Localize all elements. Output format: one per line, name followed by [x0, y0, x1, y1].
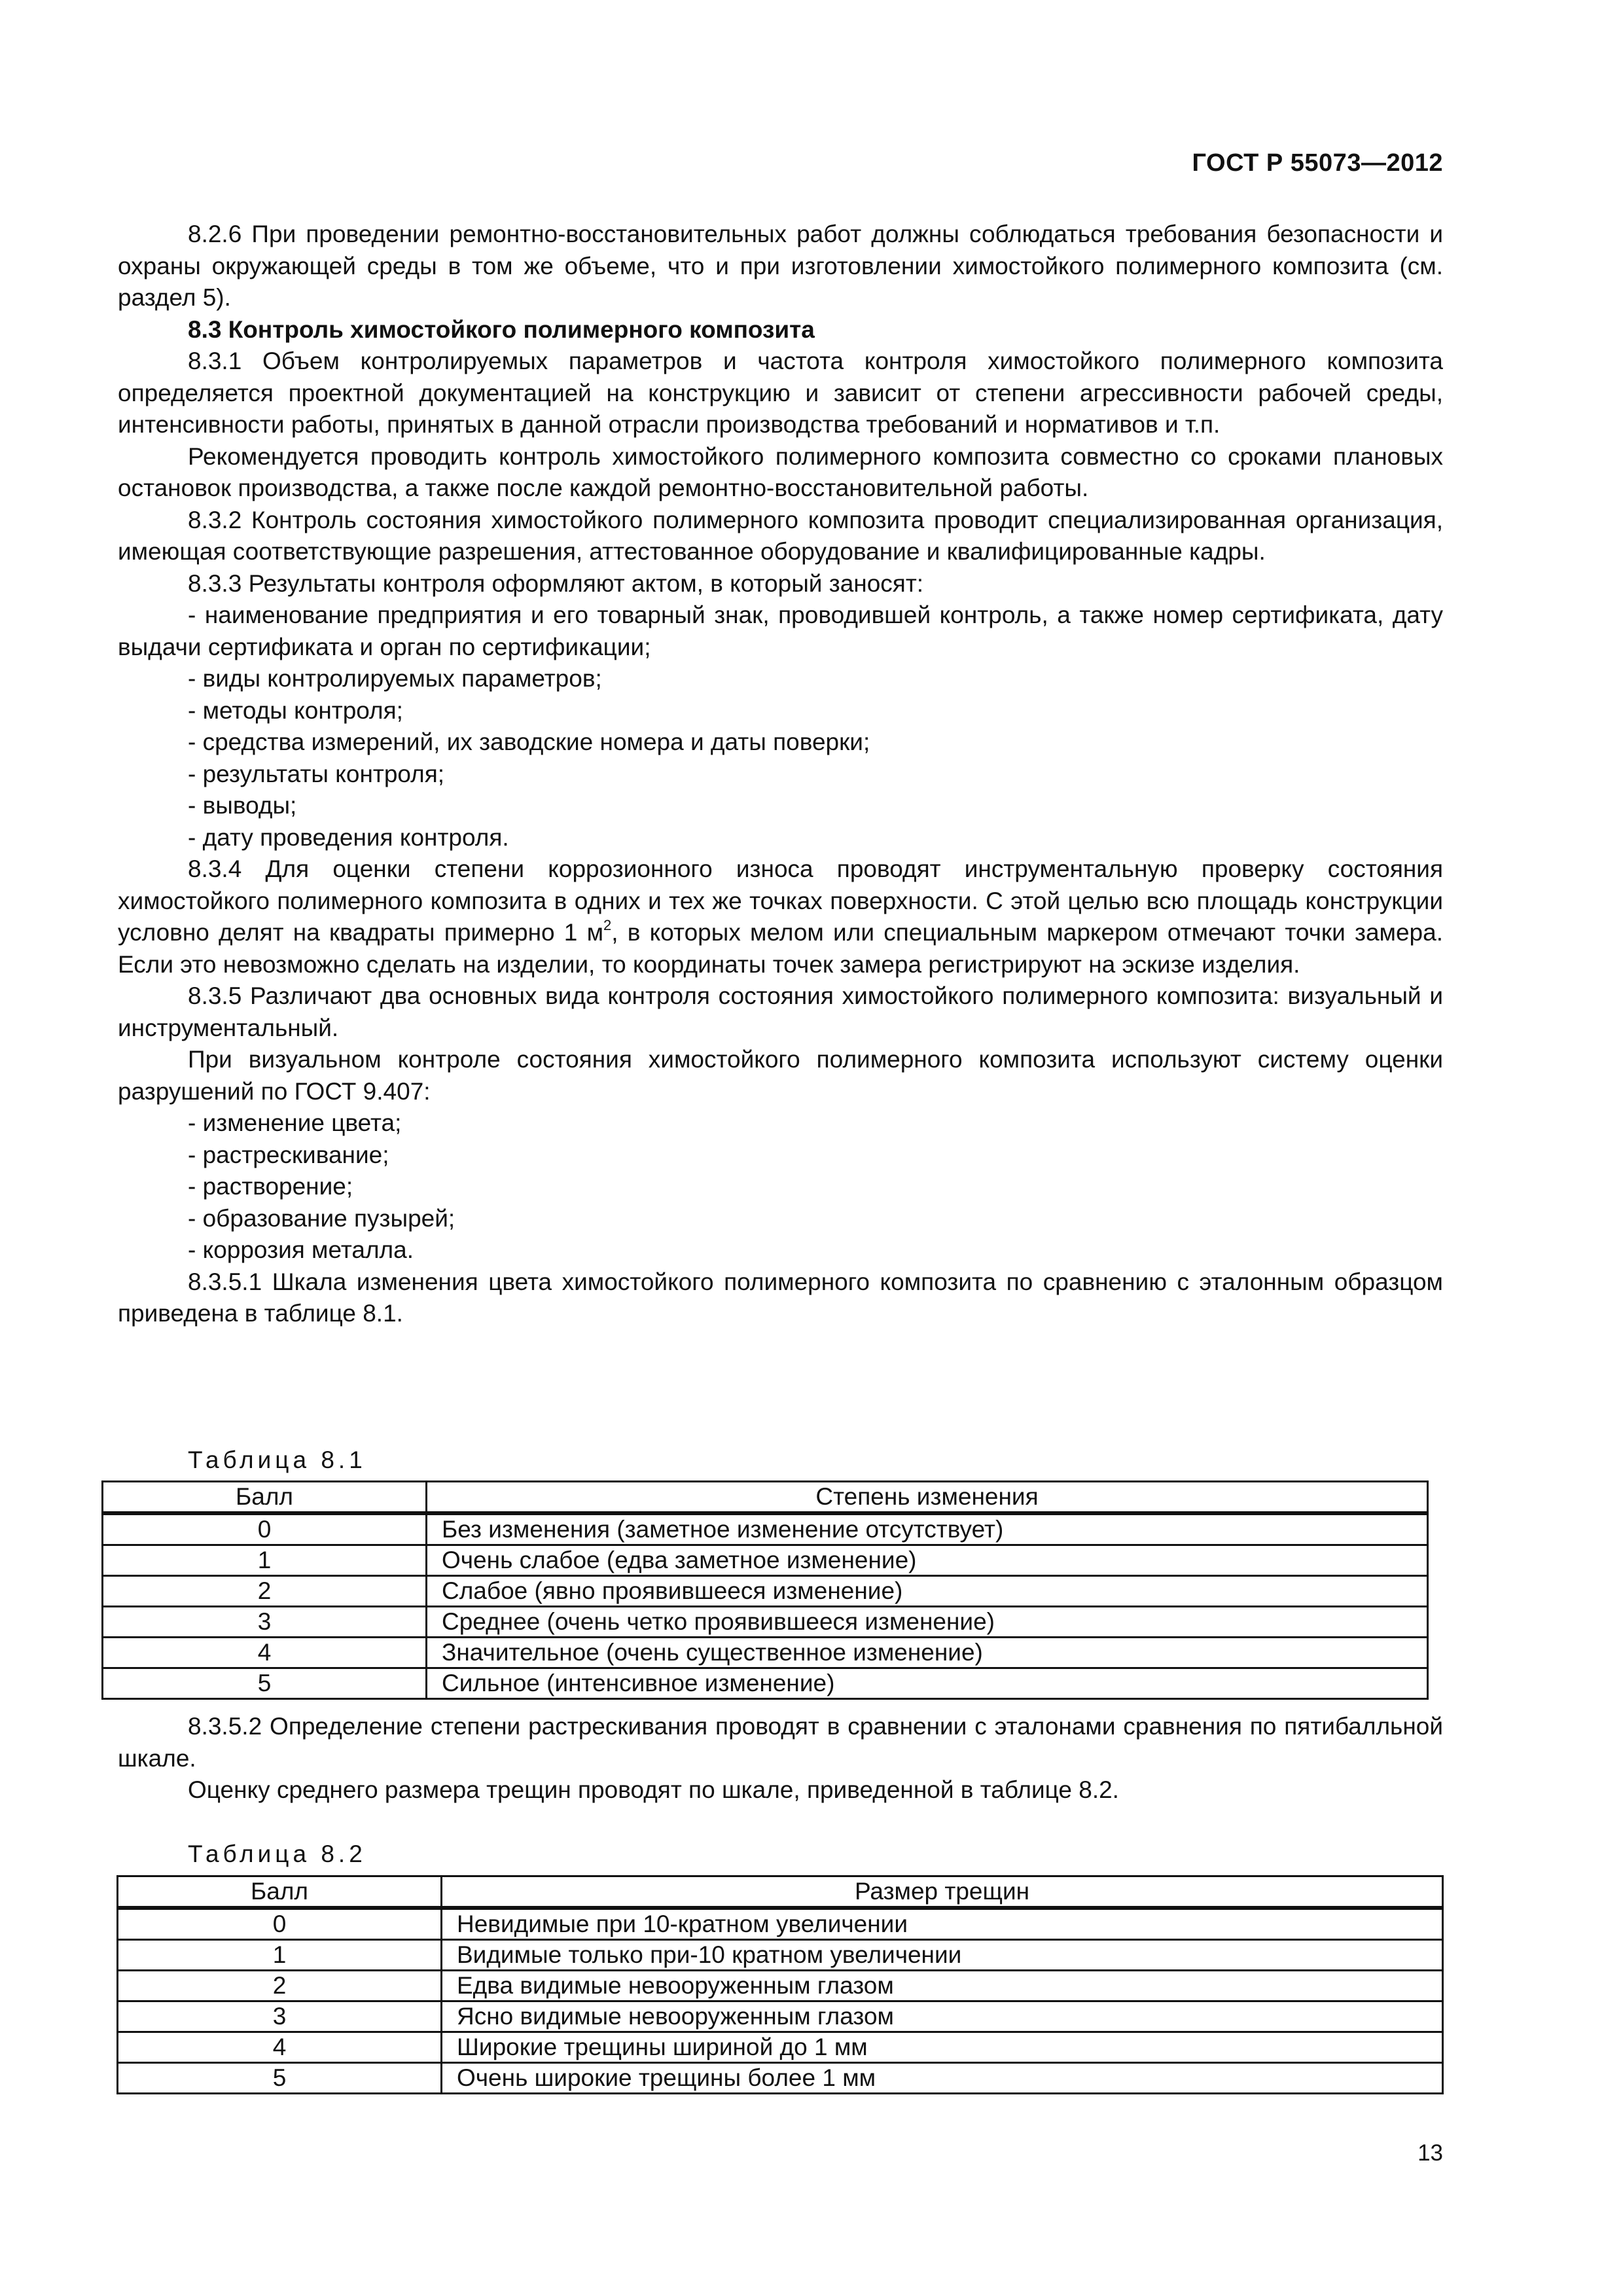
list-item: - изменение цвета; — [188, 1109, 402, 1136]
damage-items-list — [118, 1107, 1443, 1266]
table-cell: 0 — [103, 1513, 427, 1545]
superscript-2: 2 — [603, 917, 612, 933]
table-8-2-caption: Таблица 8.2 — [188, 1840, 366, 1867]
table-row — [103, 1668, 1428, 1699]
table-row — [118, 1908, 1443, 1940]
table-header-cell: Размер трещин — [442, 1876, 1443, 1909]
table-row — [103, 1607, 1428, 1638]
table-row — [118, 2001, 1443, 2032]
table-row — [103, 1638, 1428, 1668]
table-cell: Значительное (очень существенное изменение) — [427, 1638, 1428, 1668]
paragraph-8-3-5-1: 8.3.5.1 Шкала изменения цвета химостойкого полимерного композита по сравнению с эталонным образцом приведена в таблице 8.1. — [118, 1268, 1443, 1327]
table-cell: 2 — [103, 1576, 427, 1607]
table-cell: Слабое (явно проявившееся изменение) — [427, 1576, 1428, 1607]
paragraph-8-3-4-part-a: 8.3.4 Для оценки степени коррозионного износа проводят инструментальную проверку состояния химостойкого полимерного композита в одних и тех же точках поверхности. С этой целью всю площадь конструкции условно делят на квадраты примерно 1 м — [118, 855, 1443, 946]
list-item: - виды контролируемых параметров; — [188, 665, 602, 692]
paragraph-8-3-5-2-estimate: Оценку среднего размера трещин проводят по шкале, приведенной в таблице 8.2. — [188, 1776, 1119, 1803]
table-cell: 1 — [103, 1545, 427, 1576]
table-cell: Среднее (очень четко проявившееся изменение) — [427, 1607, 1428, 1638]
table-cell: 1 — [118, 1940, 442, 1971]
page-number: 13 — [1418, 2140, 1443, 2166]
document-header-id: ГОСТ Р 55073—2012 — [1192, 149, 1443, 177]
table-header-row — [103, 1482, 1428, 1514]
paragraph-8-3-5-2: 8.3.5.2 Определение степени растрескивания проводят в сравнении с эталонами сравнения по пятибалльной шкале. — [118, 1713, 1443, 1772]
table-cell: 4 — [103, 1638, 427, 1668]
table-header-row — [118, 1876, 1443, 1909]
table-cell: Ясно видимые невооруженным глазом — [442, 2001, 1443, 2032]
table-cell: Широкие трещины шириной до 1 мм — [442, 2032, 1443, 2063]
table-cell: 4 — [118, 2032, 442, 2063]
table-cell: Едва видимые невооруженным глазом — [442, 1971, 1443, 2001]
table-cell: 3 — [103, 1607, 427, 1638]
table-row — [103, 1576, 1428, 1607]
table-cell: Очень слабое (едва заметное изменение) — [427, 1545, 1428, 1576]
table-header-cell: Степень изменения — [427, 1482, 1428, 1514]
table-cell: Видимые только при-10 кратном увеличении — [442, 1940, 1443, 1971]
table-cell: Невидимые при 10-кратном увеличении — [442, 1908, 1443, 1940]
table-8-1 — [101, 1480, 1429, 1700]
list-item: - методы контроля; — [188, 696, 403, 724]
paragraph-8-3-5-visual: При визуальном контроле состояния химостойкого полимерного композита используют систему оценки разрушений по ГОСТ 9.407: — [118, 1046, 1443, 1105]
main-text — [118, 219, 1443, 1330]
text-after-table-8-1 — [118, 1711, 1443, 1806]
table-cell: 5 — [118, 2063, 442, 2094]
list-item: - средства измерений, их заводские номера и даты поверки; — [188, 728, 870, 755]
table-row — [118, 2063, 1443, 2094]
paragraph-8-3-4 — [118, 853, 1443, 980]
paragraph-8-3-3: 8.3.3 Результаты контроля оформляют актом, в который заносят: — [188, 569, 924, 597]
table-row — [118, 1940, 1443, 1971]
table-cell: 3 — [118, 2001, 442, 2032]
paragraph-8-3-4-part-b: , в которых мелом или специальным маркером отмечают точки замера. Если это невозможно сделать на изделии, то координаты точек замера регистрируют на эскизе изделия. — [118, 919, 1443, 978]
paragraph-8-3-5: 8.3.5 Различают два основных вида контроля состояния химостойкого полимерного композита: визуальный и инструментальный. — [118, 982, 1443, 1041]
table-8-1-caption: Таблица 8.1 — [188, 1446, 366, 1473]
table-cell: 5 — [103, 1668, 427, 1699]
table-cell: Без изменения (заметное изменение отсутствует) — [427, 1513, 1428, 1545]
list-item: - результаты контроля; — [188, 760, 445, 787]
table-cell: Сильное (интенсивное изменение) — [427, 1668, 1428, 1699]
paragraph-8-3-2: 8.3.2 Контроль состояния химостойкого полимерного композита проводит специализированная организация, имеющая соответствующие разрешения, аттестованное оборудование и квалифицированные кадры. — [118, 506, 1443, 565]
list-item: - наименование предприятия и его товарный знак, проводившей контроль, а также номер сертификата, дату выдачи сертификата и орган по сертификации; — [118, 601, 1443, 660]
table-cell: Очень широкие трещины более 1 мм — [442, 2063, 1443, 2094]
table-8-2 — [116, 1875, 1444, 2094]
paragraph-8-3-1: 8.3.1 Объем контролируемых параметров и частота контроля химостойкого полимерного композита определяется проектной документацией на конструкцию и зависит от степени агрессивности рабочей среды, интенсивности работы, принятых в данной отрасли производства требований и нормативов и т.п. — [118, 348, 1443, 438]
list-item: - растрескивание; — [188, 1141, 389, 1168]
paragraph-8-2-6: 8.2.6 При проведении ремонтно-восстановительных работ должны соблюдаться требования безопасности и охраны окружающей среды в том же объеме, что и при изготовлении химостойкого полимерного композита (см. раздел 5). — [118, 221, 1443, 311]
list-item: - дату проведения контроля. — [188, 823, 509, 851]
table-header-cell: Балл — [103, 1482, 427, 1514]
list-item: - растворение; — [188, 1173, 353, 1200]
list-item: - коррозия металла. — [188, 1236, 414, 1263]
table-row — [118, 2032, 1443, 2063]
list-item: - образование пузырей; — [188, 1204, 455, 1232]
table-cell: 0 — [118, 1908, 442, 1940]
section-heading-8-3: 8.3 Контроль химостойкого полимерного композита — [188, 315, 815, 343]
table-header-cell: Балл — [118, 1876, 442, 1909]
table-row — [103, 1513, 1428, 1545]
table-row — [103, 1545, 1428, 1576]
paragraph-8-3-1-recommendation: Рекомендуется проводить контроль химостойкого полимерного композита совместно со сроками плановых остановок производства, а также после каждой ремонтно-восстановительной работы. — [118, 442, 1443, 501]
table-row — [118, 1971, 1443, 2001]
list-item: - выводы; — [188, 792, 297, 819]
act-items-list — [118, 600, 1443, 853]
table-cell: 2 — [118, 1971, 442, 2001]
